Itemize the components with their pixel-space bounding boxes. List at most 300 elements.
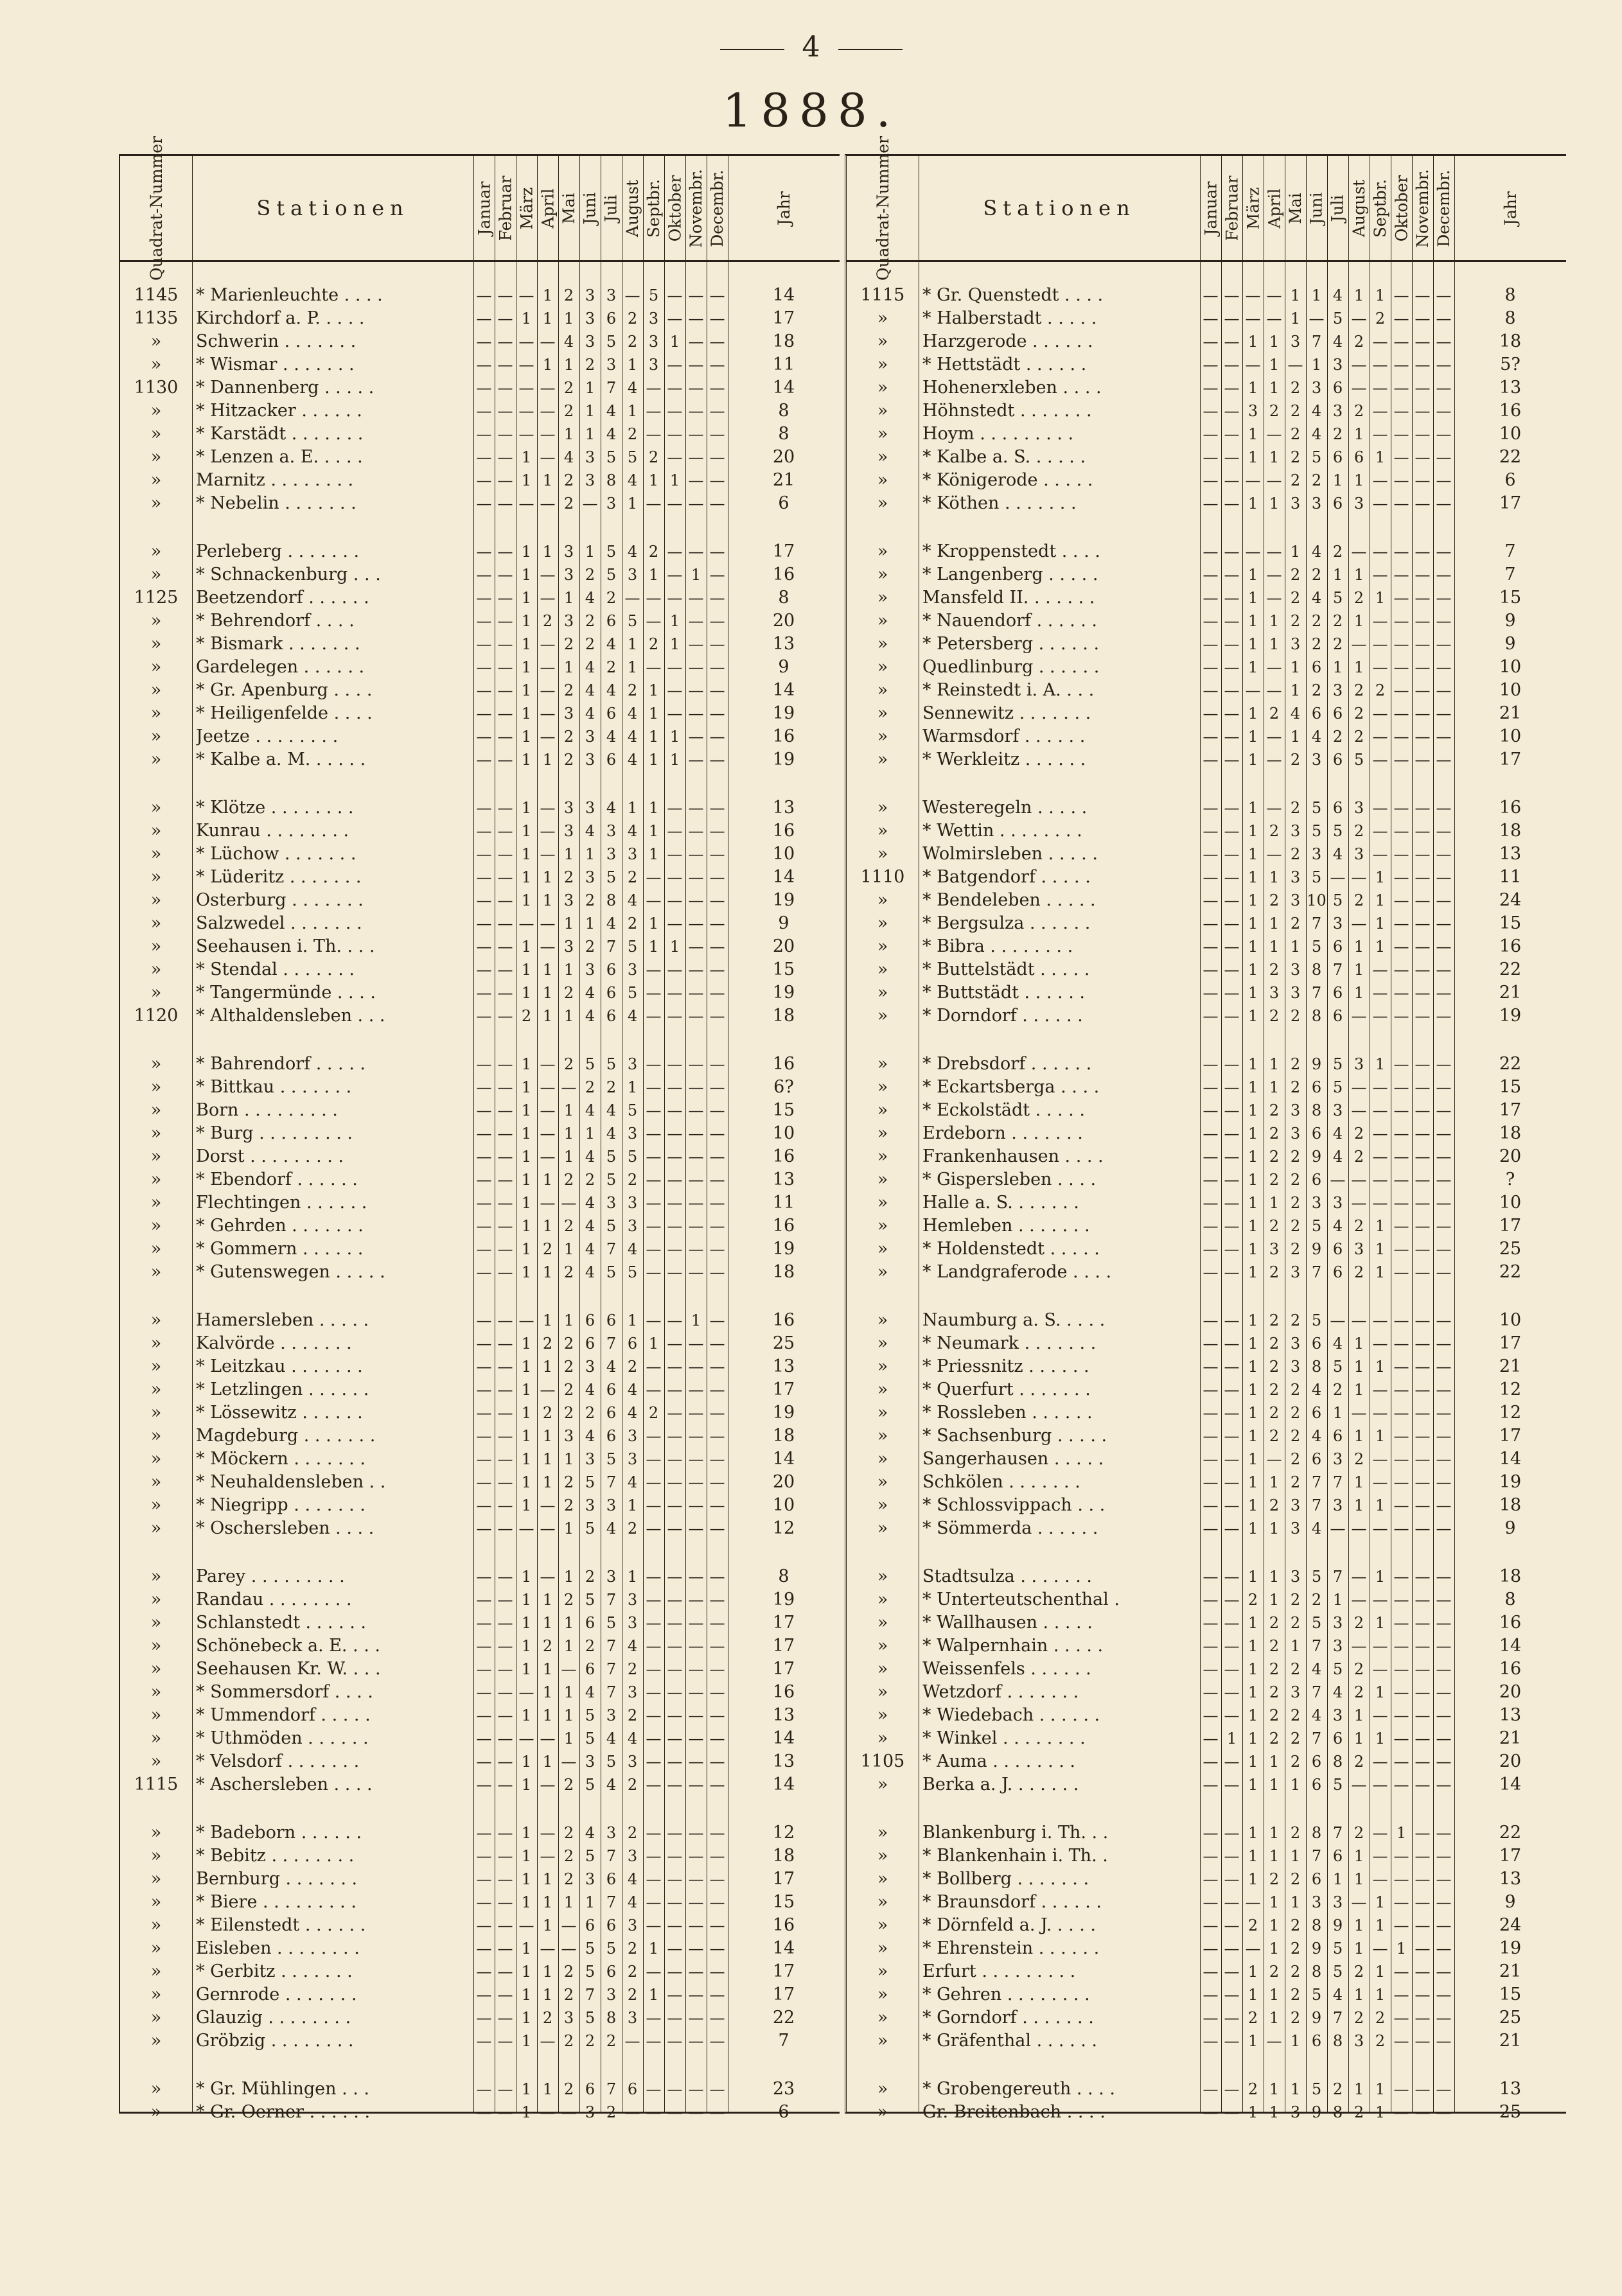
row-month-value: 2 [1353, 1753, 1364, 1771]
row-month-value: — [1415, 1776, 1431, 1794]
row-month-value: — [688, 1614, 704, 1632]
row-month-value: — [1224, 1963, 1240, 1981]
table-row [120, 1099, 840, 1122]
row-station: * Althaldensleben . . . [196, 1006, 385, 1026]
row-month-value: — [688, 1940, 704, 1958]
row-month-value: — [497, 425, 513, 443]
row-month-value: — [1393, 1078, 1409, 1096]
row-jahr: 13 [1499, 2079, 1522, 2099]
row-month-value: 1 [1353, 1847, 1364, 1865]
row-month-value: 2 [1269, 1101, 1280, 1119]
row-month-value: 4 [627, 1870, 638, 1888]
row-month-value: — [540, 938, 556, 956]
row-month-value: 2 [1290, 471, 1301, 489]
row-month-value: 1 [563, 1450, 574, 1468]
row-month-value: 6 [1311, 1335, 1322, 1353]
row-month-value: — [1224, 2032, 1240, 2050]
row-month-value: 1 [1247, 1614, 1258, 1632]
row-station: * Ebendorf . . . . . . [196, 1170, 358, 1189]
row-month-value: — [646, 1730, 662, 1748]
table-row [120, 679, 840, 702]
row-nummer: » [150, 936, 162, 956]
row-month-value: 6 [1311, 1125, 1322, 1143]
row-nummer: » [150, 1682, 162, 1702]
row-month-value: — [540, 1940, 556, 1958]
row-month-value: — [646, 1637, 662, 1655]
row-nummer: » [150, 1472, 162, 1492]
row-nummer: » [877, 424, 888, 444]
row-month-value: 1 [1290, 543, 1301, 561]
row-month-value: 1 [1269, 1078, 1280, 1096]
row-month-value: 8 [606, 471, 617, 489]
table-row [120, 540, 840, 563]
row-jahr: 18 [772, 1426, 795, 1446]
row-month-value: — [1372, 612, 1388, 630]
row-nummer: » [877, 1077, 888, 1097]
row-month-value: 3 [1290, 1496, 1301, 1514]
row-month-value: — [1224, 589, 1240, 607]
row-month-value: — [1436, 1381, 1452, 1399]
table-row [847, 656, 1566, 679]
row-month-value: 2 [627, 1660, 638, 1678]
row-month-value: — [667, 1591, 683, 1609]
table-row [847, 1168, 1566, 1191]
row-month-value: 1 [521, 2080, 532, 2098]
row-station: * Gr. Apenburg . . . . [196, 680, 373, 700]
row-month-value: 7 [1311, 1683, 1322, 1701]
row-month-value: — [1351, 1194, 1367, 1212]
row-month-value: — [667, 1870, 683, 1888]
row-month-value: 2 [1353, 1660, 1364, 1678]
row-month-value: 1 [521, 1940, 532, 1958]
row-month-value: 1 [563, 589, 574, 607]
row-jahr: 14 [772, 1728, 795, 1748]
row-month-value: 2 [1269, 891, 1280, 909]
row-month-value: 1 [1247, 1870, 1258, 1888]
row-month-value: 1 [1247, 425, 1258, 443]
row-month-value: — [1224, 1940, 1240, 1958]
row-nummer: » [877, 1449, 888, 1469]
row-month-value: 4 [1332, 1335, 1343, 1353]
row-month-value: 1 [521, 891, 532, 909]
row-month-value: 7 [1311, 1473, 1322, 1491]
row-month-value: — [497, 286, 513, 304]
row-month-value: — [709, 1637, 725, 1655]
table-row [847, 353, 1566, 376]
row-month-value: 1 [542, 286, 553, 304]
row-month-value: — [1436, 681, 1452, 699]
row-month-value: — [497, 1240, 513, 1258]
row-month-value: 1 [648, 845, 659, 863]
row-month-value: — [1393, 1986, 1409, 2004]
row-jahr: 7 [778, 2031, 789, 2051]
row-month-value: — [1436, 286, 1452, 304]
row-station: Harzgerode . . . . . . [922, 331, 1093, 351]
header-month [1285, 156, 1307, 260]
row-nummer: » [877, 960, 888, 979]
row-jahr: 25 [1499, 2102, 1522, 2122]
row-month-value: 1 [1226, 1730, 1237, 1748]
row-month-value: — [709, 1473, 725, 1491]
row-nummer: » [877, 611, 888, 631]
row-month-value: 2 [606, 589, 617, 607]
row-month-value: — [709, 915, 725, 933]
row-month-value: 6 [1332, 751, 1343, 769]
row-month-value: — [667, 1078, 683, 1096]
row-month-value: 3 [627, 1916, 638, 1934]
row-month-value: 1 [1353, 1916, 1364, 1934]
header-month-label: Novembr. [687, 168, 705, 248]
table-row [847, 2029, 1566, 2053]
row-month-value: — [1245, 356, 1261, 374]
row-month-value: — [1224, 822, 1240, 840]
row-month-value: 4 [585, 1381, 595, 1399]
row-station: Marnitz . . . . . . . . [196, 470, 354, 490]
row-month-value: 2 [627, 1824, 638, 1842]
row-month-value: — [667, 1637, 683, 1655]
row-month-value: 2 [1353, 402, 1364, 420]
row-month-value: 1 [521, 1963, 532, 1981]
row-month-value: — [1393, 1776, 1409, 1794]
row-month-value: — [476, 1194, 492, 1212]
table-row [120, 1821, 840, 1845]
row-month-value: — [1415, 566, 1431, 584]
row-month-value: — [497, 1986, 513, 2004]
row-month-value: 2 [563, 1963, 574, 1981]
row-jahr: 15 [1499, 913, 1522, 933]
row-month-value: — [1266, 728, 1282, 746]
row-month-value: 1 [521, 1893, 532, 1911]
row-month-value: 1 [669, 612, 680, 630]
row-month-value: 1 [521, 1824, 532, 1842]
row-jahr: 23 [772, 2079, 795, 2099]
row-month-value: 1 [563, 1240, 574, 1258]
row-month-value: — [1415, 1986, 1431, 2004]
row-month-value: — [688, 1776, 704, 1794]
row-month-value: — [1266, 845, 1282, 863]
row-month-value: 2 [1290, 2009, 1301, 2027]
row-month-value: 3 [1290, 2103, 1301, 2121]
table-row [847, 1658, 1566, 1681]
row-station: Stadtsulza . . . . . . . [922, 1566, 1092, 1586]
row-month-value: 1 [1269, 1055, 1280, 1073]
row-month-value: — [1372, 1473, 1388, 1491]
header-month [685, 156, 707, 260]
row-month-value: — [688, 425, 704, 443]
row-month-value: 5 [1332, 1660, 1343, 1678]
row-month-value: 3 [1332, 402, 1343, 420]
row-month-value: — [688, 1404, 704, 1422]
row-month-value: 2 [1353, 1683, 1364, 1701]
row-station: * Letzlingen . . . . . . [196, 1380, 369, 1399]
row-month-value: — [667, 1404, 683, 1422]
row-month-value: 1 [521, 1381, 532, 1399]
row-month-value: — [1393, 938, 1409, 956]
row-month-value: 5 [606, 1263, 617, 1281]
row-month-value: 1 [1375, 868, 1386, 886]
row-jahr: 20 [772, 611, 795, 631]
row-month-value: — [1203, 333, 1219, 351]
row-month-value: 4 [585, 1683, 595, 1701]
row-month-value: — [497, 1101, 513, 1119]
row-month-value: 3 [1269, 984, 1280, 1002]
row-nummer: » [877, 1146, 888, 1166]
row-month-value: — [1415, 1706, 1431, 1724]
row-month-value: — [709, 1893, 725, 1911]
table-row [120, 1401, 840, 1424]
table-row [847, 423, 1566, 446]
row-month-value: — [1393, 2080, 1409, 2098]
row-month-value: 4 [1311, 425, 1322, 443]
row-month-value: — [1224, 1824, 1240, 1842]
row-month-value: — [688, 1194, 704, 1212]
row-month-value: 3 [1332, 681, 1343, 699]
row-month-value: — [667, 1614, 683, 1632]
row-month-value: 5 [606, 1614, 617, 1632]
row-nummer: » [150, 1123, 162, 1143]
row-station: Schwerin . . . . . . . [196, 331, 357, 351]
row-month-value: 4 [627, 1404, 638, 1422]
row-month-value: — [688, 938, 704, 956]
row-station: Sennewitz . . . . . . . [922, 703, 1091, 723]
row-month-value: — [1393, 286, 1409, 304]
table-row [120, 656, 840, 679]
left-table [119, 136, 840, 2122]
row-month-value: — [667, 448, 683, 466]
table-row [120, 1914, 840, 1937]
row-month-value: — [667, 681, 683, 699]
row-month-value: 1 [542, 471, 553, 489]
row-month-value: 1 [1353, 1730, 1364, 1748]
row-month-value: 1 [1247, 2032, 1258, 2050]
row-nummer: » [150, 1823, 162, 1843]
row-month-value: 1 [1375, 1730, 1386, 1748]
row-jahr: 17 [1499, 1216, 1522, 1236]
table-row [120, 1611, 840, 1634]
row-month-value: — [709, 333, 725, 351]
row-month-value: 3 [563, 891, 574, 909]
row-month-value: 5 [585, 1940, 595, 1958]
row-month-value: 1 [1269, 635, 1280, 653]
row-month-value: 1 [648, 799, 659, 817]
row-month-value: 3 [1332, 1194, 1343, 1212]
row-month-value: 1 [1247, 1730, 1258, 1748]
row-month-value: 5 [648, 286, 659, 304]
header-month-label: Juni [1307, 191, 1327, 225]
row-month-value: 2 [1290, 1986, 1301, 2004]
row-jahr: 21 [772, 470, 795, 490]
header-month-label: Oktober [1392, 175, 1411, 241]
row-month-value: 3 [627, 566, 638, 584]
row-month-value: 1 [1353, 1473, 1364, 1491]
row-nummer: 1105 [860, 1751, 905, 1771]
row-month-value: — [497, 1148, 513, 1166]
row-month-value: — [1372, 1450, 1388, 1468]
row-month-value: — [646, 1683, 662, 1701]
row-month-value: — [518, 425, 534, 443]
row-month-value: 1 [1353, 425, 1364, 443]
row-month-value: — [1436, 1568, 1452, 1586]
row-month-value: — [476, 1520, 492, 1538]
row-month-value: 2 [542, 1404, 553, 1422]
row-month-value: — [497, 1125, 513, 1143]
row-month-value: 4 [1311, 1520, 1322, 1538]
row-month-value: 1 [1247, 1683, 1258, 1701]
row-month-value: 9 [1311, 1240, 1322, 1258]
row-month-value: — [1436, 1683, 1452, 1701]
row-month-value: — [1393, 1706, 1409, 1724]
row-month-value: 2 [1353, 728, 1364, 746]
row-jahr: 19 [1499, 1938, 1522, 1958]
row-station: Kalvörde . . . . . . . [196, 1333, 352, 1353]
row-jahr: 22 [772, 2008, 795, 2028]
row-month-value: — [1436, 915, 1452, 933]
row-month-value: — [476, 1847, 492, 1865]
table-row [847, 284, 1566, 307]
row-nummer: » [150, 541, 162, 561]
row-month-value: — [646, 1847, 662, 1865]
row-month-value: — [709, 1125, 725, 1143]
row-month-value: 1 [1375, 1916, 1386, 1934]
table-row [120, 2006, 840, 2029]
row-nummer: » [877, 798, 888, 818]
row-month-value: — [1351, 635, 1367, 653]
row-month-value: — [540, 1125, 556, 1143]
row-nummer: » [150, 1310, 162, 1330]
row-month-value: — [1351, 1520, 1367, 1538]
header-month [1348, 156, 1370, 260]
table-row [120, 1122, 840, 1145]
row-month-value: 2 [1269, 1614, 1280, 1632]
table-row [120, 1891, 840, 1914]
row-month-value: — [1415, 2103, 1431, 2121]
row-station: * Dannenberg . . . . . [196, 378, 375, 398]
row-month-value: 1 [1247, 495, 1258, 513]
row-jahr: 17 [772, 1869, 795, 1889]
row-station: * Langenberg . . . . . [922, 565, 1098, 584]
row-station: * Drebsdorf . . . . . . [922, 1054, 1092, 1074]
row-station: * Ummendorf . . . . . [196, 1705, 371, 1725]
header-jahr-label: Jahr [1501, 191, 1520, 225]
row-month-value: — [497, 1870, 513, 1888]
row-nummer: » [150, 1170, 162, 1189]
table-row [847, 563, 1566, 586]
row-month-value: 4 [1311, 728, 1322, 746]
row-month-value: — [518, 1683, 534, 1701]
table-row [847, 679, 1566, 702]
table-row [120, 1565, 840, 1588]
row-month-value: — [709, 2080, 725, 2098]
table-row [847, 1634, 1566, 1658]
row-month-value: — [1415, 635, 1431, 653]
row-month-value: — [518, 1730, 534, 1748]
row-month-value: 6 [1311, 2032, 1322, 2050]
row-month-value: 1 [691, 1311, 701, 1329]
row-month-value: 2 [1375, 681, 1386, 699]
row-month-value: — [1203, 402, 1219, 420]
row-month-value: — [1203, 1940, 1219, 1958]
row-month-value: 1 [1375, 1055, 1386, 1073]
row-month-value: 4 [585, 681, 595, 699]
row-month-value: 1 [1269, 1520, 1280, 1538]
row-month-value: 2 [648, 448, 659, 466]
row-month-value: — [1203, 658, 1219, 676]
row-month-value: — [1309, 310, 1325, 328]
row-month-value: 2 [1311, 612, 1322, 630]
row-month-value: — [497, 915, 513, 933]
row-station: Perleberg . . . . . . . [196, 541, 360, 561]
row-month-value: — [476, 799, 492, 817]
row-nummer: » [877, 1216, 888, 1236]
row-month-value: 1 [542, 1311, 553, 1329]
row-month-value: — [1436, 1893, 1452, 1911]
row-month-value: 3 [585, 799, 595, 817]
row-month-value: 3 [1290, 1568, 1301, 1586]
row-month-value: — [1203, 984, 1219, 1002]
row-month-value: — [1415, 495, 1431, 513]
row-month-value: — [540, 799, 556, 817]
row-month-value: — [1393, 1381, 1409, 1399]
row-month-value: — [646, 612, 662, 630]
row-month-value: — [1203, 543, 1219, 561]
row-month-value: 5 [585, 1963, 595, 1981]
row-station: * Heiligenfelde . . . . [196, 703, 373, 723]
row-month-value: 1 [563, 1125, 574, 1143]
row-month-value: — [1415, 333, 1431, 351]
row-month-value: — [688, 799, 704, 817]
row-nummer: 1145 [134, 285, 179, 305]
row-month-value: 1 [1247, 938, 1258, 956]
row-month-value: 7 [606, 379, 617, 397]
row-month-value: — [667, 1194, 683, 1212]
row-nummer: » [150, 960, 162, 979]
row-jahr: 10 [1499, 657, 1522, 677]
header-month-label: Januar [475, 181, 494, 235]
row-month-value: 2 [1290, 1148, 1301, 1166]
row-jahr: 13 [772, 1705, 795, 1725]
row-month-value: 1 [1332, 1591, 1343, 1609]
row-month-value: — [1372, 1660, 1388, 1678]
row-month-value: 2 [585, 2032, 595, 2050]
row-month-value: 1 [1269, 1753, 1280, 1771]
row-month-value: 3 [585, 471, 595, 489]
row-month-value: — [688, 1520, 704, 1538]
row-month-value: — [1393, 635, 1409, 653]
row-nummer: » [150, 1751, 162, 1771]
row-nummer: » [150, 983, 162, 1003]
row-month-value: — [497, 1358, 513, 1376]
row-month-value: 1 [627, 1496, 638, 1514]
row-station: * Blankenhain i. Th. . [922, 1846, 1108, 1866]
row-month-value: 3 [1332, 1637, 1343, 1655]
row-jahr: 7 [1504, 541, 1516, 561]
row-month-value: — [1436, 310, 1452, 328]
row-month-value: 5 [585, 1591, 595, 1609]
row-month-value: 2 [1247, 2009, 1258, 2027]
row-month-value: — [1415, 1358, 1431, 1376]
row-month-value: 2 [606, 2032, 617, 2050]
row-month-value: 1 [1247, 658, 1258, 676]
row-month-value: — [540, 658, 556, 676]
row-station: * Auma . . . . . . . . [922, 1751, 1075, 1771]
row-month-value: — [1224, 1660, 1240, 1678]
row-nummer: » [877, 936, 888, 956]
row-month-value: — [667, 1730, 683, 1748]
row-month-value: — [646, 402, 662, 420]
table-row [847, 307, 1566, 330]
row-month-value: — [1203, 1473, 1219, 1491]
row-month-value: 4 [627, 1240, 638, 1258]
